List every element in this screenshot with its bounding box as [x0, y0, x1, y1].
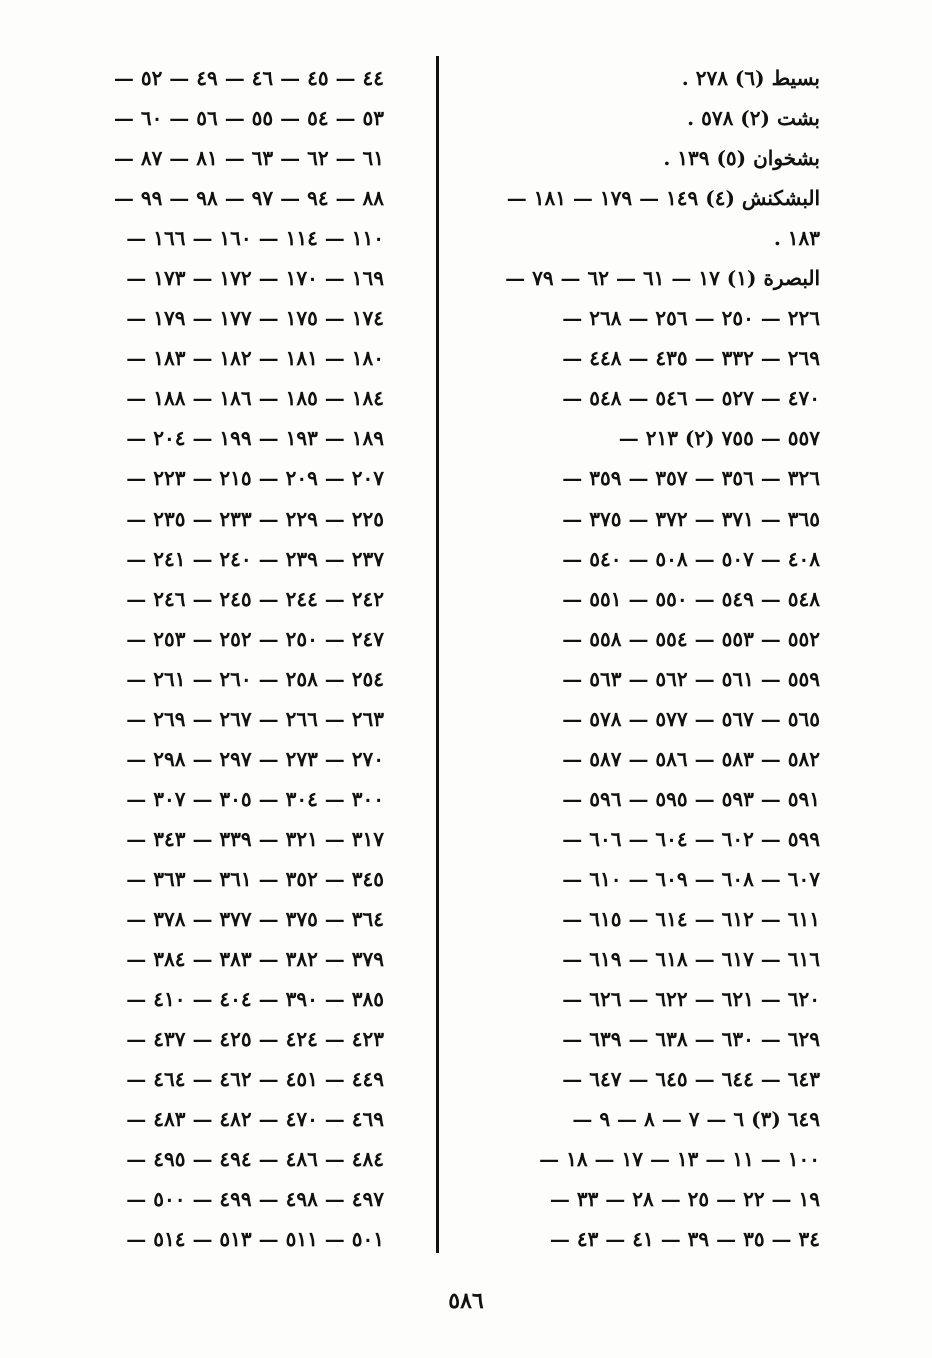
index-line: ١٠٠ — ١١ — ١٣ — ١٧ — ١٨ —: [539, 1147, 820, 1172]
index-line: ٣٨٥ — ٣٩٠ — ٤٠٤ — ٤١٠ —: [126, 987, 384, 1012]
index-line: ٣٤٥ — ٣٥٢ — ٣٦١ — ٣٦٣ —: [126, 866, 384, 891]
index-line: ٣٢٦ — ٣٥٦ — ٣٥٧ — ٣٥٩ —: [562, 466, 820, 491]
index-line: ٢٦٩ — ٣٣٢ — ٤٣٥ — ٤٤٨ —: [562, 346, 820, 371]
index-line: ٥٥٧ — ٧٥٥ (٢) ٢١٣ —: [618, 426, 820, 451]
index-line: ١٨٩ — ١٩٣ — ١٩٩ — ٢٠٤ —: [126, 426, 384, 451]
index-line: ٣١٧ — ٣٢١ — ٣٣٩ — ٣٤٣ —: [126, 826, 384, 851]
index-line: ١٨٤ — ١٨٥ — ١٨٦ — ١٨٨ —: [126, 386, 384, 411]
index-line: ٦٤٩ (٣) ٦ — ٧ — ٨ — ٩ —: [572, 1107, 820, 1132]
index-line: ٣٤ — ٣٥ — ٣٩ — ٤١ — ٤٣ —: [549, 1227, 820, 1252]
index-line: ١٧٤ — ١٧٥ — ١٧٧ — ١٧٩ —: [126, 306, 384, 331]
index-line: ١٨٠ — ١٨١ — ١٨٢ — ١٨٣ —: [126, 346, 384, 371]
index-line: ٢٧٠ — ٢٧٣ — ٢٩٧ — ٢٩٨ —: [126, 746, 384, 771]
index-line: ٢٢٦ — ٢٥٠ — ٢٥٦ — ٢٦٨ —: [562, 306, 820, 331]
index-line: ٢٤٢ — ٢٤٤ — ٢٤٥ — ٢٤٦ —: [126, 586, 384, 611]
index-line: ٥٦٥ — ٥٦٧ — ٥٧٧ — ٥٧٨ —: [562, 706, 820, 731]
index-line: ٥٩١ — ٥٩٣ — ٥٩٥ — ٥٩٦ —: [562, 786, 820, 811]
index-line: ٢٠٧ — ٢٠٩ — ٢١٥ — ٢٢٣ —: [126, 466, 384, 491]
index-line: ٣٦٤ — ٣٧٥ — ٣٧٧ — ٣٧٨ —: [126, 906, 384, 931]
index-line: ٤٨٤ — ٤٨٦ — ٤٩٤ — ٤٩٥ —: [126, 1147, 384, 1172]
index-line: ١١٠ — ١١٤ — ١٦٠ — ١٦٦ —: [126, 226, 384, 251]
index-line: ٦٠٧ — ٦٠٨ — ٦٠٩ — ٦١٠ —: [562, 866, 820, 891]
left-index-column: [66, 58, 384, 1259]
index-line: ٤٦٩ — ٤٧٠ — ٤٨٢ — ٤٨٣ —: [126, 1107, 384, 1132]
index-line: ٣٠٠ — ٣٠٤ — ٣٠٥ — ٣٠٧ —: [126, 786, 384, 811]
index-line: ٨٨ — ٩٤ — ٩٧ — ٩٨ — ٩٩ —: [113, 186, 384, 211]
index-line: ٥٤٨ — ٥٤٩ — ٥٥٠ — ٥٥١ —: [562, 586, 820, 611]
index-line: ٤٠٨ — ٥٠٧ — ٥٠٨ — ٥٤٠ —: [562, 546, 820, 571]
index-line: ٣٦٥ — ٣٧١ — ٣٧٢ — ٣٧٥ —: [562, 506, 820, 531]
right-index-column: [465, 58, 820, 1259]
index-line: البصرة (١) ١٧ — ٦١ — ٦٢ — ٧٩ —: [505, 266, 820, 291]
index-line: بشت (٢) ٥٧٨ .: [687, 106, 820, 131]
index-line: ٢٥٤ — ٢٥٨ — ٢٦٠ — ٢٦١ —: [126, 666, 384, 691]
index-line: ١٩ — ٢٢ — ٢٥ — ٢٨ — ٣٣ —: [549, 1187, 820, 1212]
index-line: ٢٣٧ — ٢٣٩ — ٢٤٠ — ٢٤١ —: [126, 546, 384, 571]
index-line: ٤٤٩ — ٤٥١ — ٤٦٢ — ٤٦٤ —: [126, 1067, 384, 1092]
index-line: ٢٢٥ — ٢٢٩ — ٢٣٣ — ٢٣٥ —: [126, 506, 384, 531]
index-line: ١٨٣ .: [773, 226, 820, 251]
index-line: ٥٩٩ — ٦٠٢ — ٦٠٤ — ٦٠٦ —: [562, 826, 820, 851]
page-number: ٥٨٦: [448, 1288, 484, 1314]
index-line: ٤٧٠ — ٥٢٧ — ٥٤٦ — ٥٤٨ —: [562, 386, 820, 411]
index-line: ٦٢٩ — ٦٣٠ — ٦٣٨ — ٦٣٩ —: [562, 1027, 820, 1052]
column-divider: [436, 56, 439, 1253]
index-line: ٤٢٣ — ٤٢٤ — ٤٢٥ — ٤٣٧ —: [126, 1027, 384, 1052]
index-line: ٢٤٧ — ٢٥٠ — ٢٥٢ — ٢٥٣ —: [126, 626, 384, 651]
index-line: ٢٦٣ — ٢٦٦ — ٢٦٧ — ٢٦٩ —: [126, 706, 384, 731]
index-line: ٤٤ — ٤٥ — ٤٦ — ٤٩ — ٥٢ —: [113, 66, 384, 90]
index-line: البشكنش (٤) ١٤٩ — ١٧٩ — ١٨١ —: [506, 186, 820, 211]
index-line: ٥٨٢ — ٥٨٣ — ٥٨٦ — ٥٨٧ —: [562, 746, 820, 771]
index-line: ٦١١ — ٦١٢ — ٦١٤ — ٦١٥ —: [562, 906, 820, 931]
index-line: ١٦٩ — ١٧٠ — ١٧٢ — ١٧٣ —: [126, 266, 384, 291]
index-line: ٥٠١ — ٥١١ — ٥١٣ — ٥١٤ —: [126, 1227, 384, 1252]
index-line: ٦٤٣ — ٦٤٤ — ٦٤٥ — ٦٤٧ —: [562, 1067, 820, 1092]
index-line: ٦١٦ — ٦١٧ — ٦١٨ — ٦١٩ —: [562, 947, 820, 972]
index-line: ٥٣ — ٥٤ — ٥٥ — ٥٦ — ٦٠ —: [113, 106, 384, 131]
index-line: بسيط (٦) ٢٧٨ .: [681, 66, 820, 90]
index-line: ٦١ — ٦٢ — ٦٣ — ٨١ — ٨٧ —: [113, 146, 384, 171]
index-line: بشخوان (٥) ١٣٩ .: [663, 146, 820, 171]
index-line: ٥٥٢ — ٥٥٣ — ٥٥٤ — ٥٥٨ —: [562, 626, 820, 651]
index-line: ٣٧٩ — ٣٨٢ — ٣٨٣ — ٣٨٤ —: [126, 947, 384, 972]
index-line: ٦٢٠ — ٦٢١ — ٦٢٢ — ٦٢٦ —: [562, 987, 820, 1012]
index-line: ٤٩٧ — ٤٩٨ — ٤٩٩ — ٥٠٠ —: [126, 1187, 384, 1212]
index-line: ٥٥٩ — ٥٦١ — ٥٦٢ — ٥٦٣ —: [562, 666, 820, 691]
